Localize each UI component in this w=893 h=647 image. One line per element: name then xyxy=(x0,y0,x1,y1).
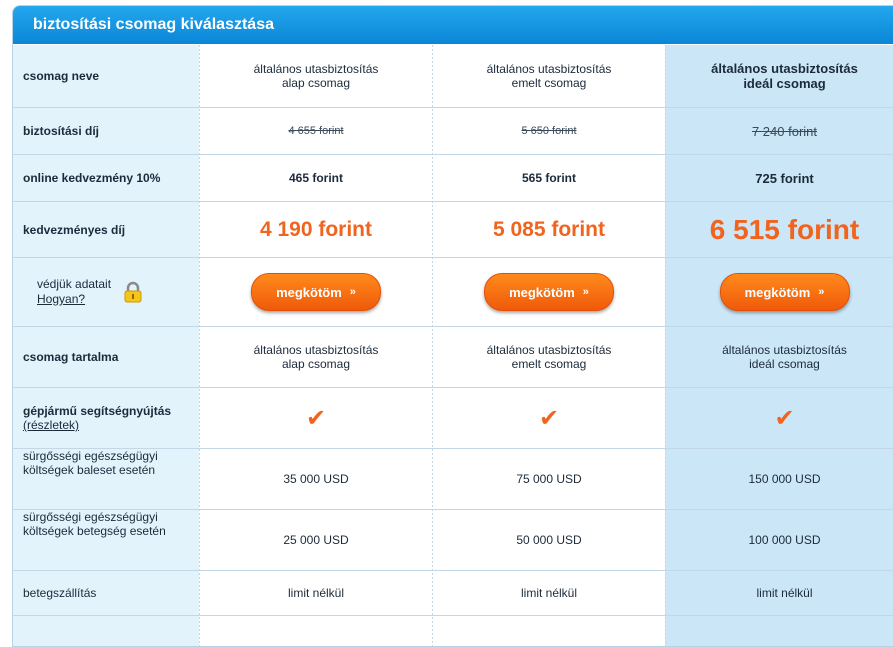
row-label xyxy=(13,388,199,448)
discount-ideal: 725 forint xyxy=(755,170,814,186)
discounted-price-ideal: 6 515 forint xyxy=(709,213,860,245)
double-arrow-icon: » xyxy=(582,286,589,298)
vehicle-label: gépjármű segítségnyújtás xyxy=(23,404,172,418)
label-line1: sürgősségi egészségügyi xyxy=(23,510,158,524)
buy-cell-extended xyxy=(433,258,665,326)
protect-line: védjük adatait xyxy=(37,277,112,291)
illness-extended: 50 000 USD xyxy=(516,533,582,547)
illness-ideal: 100 000 USD xyxy=(748,533,821,547)
check-icon: ✔ xyxy=(538,404,560,432)
transport-basic: limit nélkül xyxy=(287,586,344,600)
row-label xyxy=(13,510,199,570)
transport-ideal: limit nélkül xyxy=(756,586,813,600)
package-line2: emelt csomag xyxy=(511,357,587,371)
row-premium xyxy=(13,108,893,155)
contents-extended xyxy=(433,327,665,387)
buy-cell-ideal xyxy=(666,258,893,326)
accident-ideal: 150 000 USD xyxy=(748,472,821,486)
row-patient-transport xyxy=(13,571,893,616)
accident-extended: 75 000 USD xyxy=(516,472,582,486)
premium-extended: 5 650 forint xyxy=(521,125,577,137)
package-line1: általános utasbiztosítás xyxy=(486,343,612,357)
row-illness-costs xyxy=(13,510,893,571)
contents-ideal xyxy=(666,327,893,387)
double-arrow-icon: » xyxy=(818,286,825,298)
package-line2: ideál csomag xyxy=(743,76,826,91)
buy-button-ideal[interactable] xyxy=(720,273,850,311)
package-line2: alap csomag xyxy=(281,76,351,90)
package-line1: általános utasbiztosítás xyxy=(253,62,379,76)
buy-button-extended[interactable] xyxy=(484,273,614,311)
row-discount xyxy=(13,155,893,202)
row-label: betegszállítás xyxy=(23,586,97,600)
row-vehicle-assistance xyxy=(13,388,893,449)
button-label: megkötöm xyxy=(509,284,575,300)
how-link[interactable]: Hogyan? xyxy=(37,292,86,306)
row-package-name xyxy=(13,45,893,108)
data-protection-note xyxy=(13,258,199,326)
accident-basic: 35 000 USD xyxy=(283,472,349,486)
button-label: megkötöm xyxy=(744,284,811,300)
discount-extended: 565 forint xyxy=(521,171,576,185)
row-label: csomag neve xyxy=(23,69,100,83)
row-contents xyxy=(13,327,893,388)
vehicle-ideal xyxy=(666,388,893,448)
premium-ideal: 7 240 forint xyxy=(751,123,818,139)
package-line1: általános utasbiztosítás xyxy=(486,62,612,76)
lock-icon xyxy=(123,281,143,303)
row-label: biztosítási díj xyxy=(23,124,100,138)
package-name-basic xyxy=(200,45,432,107)
insurance-package-panel xyxy=(12,5,893,647)
label-line2: költségek betegség esetén xyxy=(23,524,166,538)
check-icon: ✔ xyxy=(774,404,795,432)
row-label: kedvezményes díj xyxy=(23,222,126,237)
package-name-ideal xyxy=(666,45,893,107)
transport-extended: limit nélkül xyxy=(520,586,577,600)
package-line2: emelt csomag xyxy=(511,76,587,90)
row-discounted-price xyxy=(13,202,893,258)
buy-button-basic[interactable] xyxy=(251,273,381,311)
vehicle-extended xyxy=(433,388,665,448)
illness-basic: 25 000 USD xyxy=(283,533,349,547)
panel-title: biztosítási csomag kiválasztása xyxy=(13,6,893,44)
row-buy xyxy=(13,258,893,327)
package-name-extended xyxy=(433,45,665,107)
row-label: online kedvezmény 10% xyxy=(23,171,161,185)
row-label: csomag tartalma xyxy=(23,350,119,364)
package-line1: általános utasbiztosítás xyxy=(722,343,847,357)
check-icon: ✔ xyxy=(305,404,327,432)
buy-cell-basic xyxy=(200,258,432,326)
package-line2: ideál csomag xyxy=(749,357,820,371)
label-line2: költségek baleset esetén xyxy=(23,463,156,477)
contents-basic xyxy=(200,327,432,387)
discounted-price-extended: 5 085 forint xyxy=(492,217,606,241)
package-line1: általános utasbiztosítás xyxy=(711,61,858,76)
vehicle-basic xyxy=(200,388,432,448)
premium-basic: 4 655 forint xyxy=(288,125,344,137)
row-label xyxy=(13,449,199,509)
discount-basic: 465 forint xyxy=(288,171,343,185)
data-protection-text xyxy=(23,277,111,307)
row-accident-costs xyxy=(13,449,893,510)
discounted-price-basic: 4 190 forint xyxy=(259,217,373,241)
details-link[interactable]: (részletek) xyxy=(23,418,80,432)
package-line1: általános utasbiztosítás xyxy=(253,343,379,357)
button-label: megkötöm xyxy=(276,284,342,300)
double-arrow-icon: » xyxy=(349,286,356,298)
package-line2: alap csomag xyxy=(281,357,351,371)
label-line1: sürgősségi egészségügyi xyxy=(23,449,158,463)
